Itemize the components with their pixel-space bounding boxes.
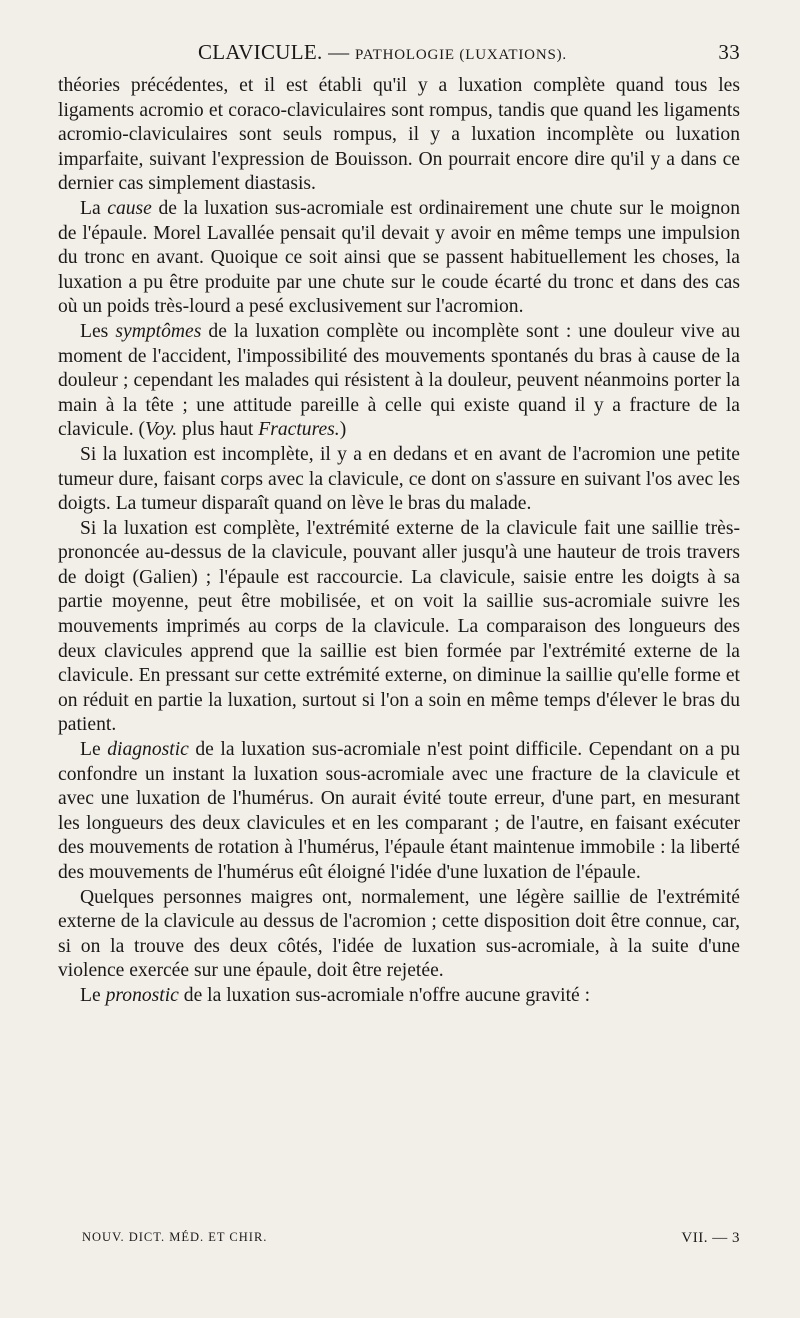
text-run: de la luxation sus-acromiale n'offre aucune gravité :: [178, 984, 591, 1006]
text-run: de la luxation complète ou incomplète sont : une douleur vive au moment de l'accident, l'impossibilité des mouvements spontanés du bras à cause de la douleur ; cependant les malades qui résistent à la douleur, peuvent néanmoins porter la main à la tête ; une attitude pareille à celle qui existe quand il y a fracture de la clavicule. (: [58, 320, 740, 441]
text-run: de la luxation sus-acromiale n'est point difficile. Cependant on a pu confondre un instant la luxation sous-acromiale avec une fracture de la clavicule et avec une luxation de l'humérus. On aurait évité toute erreur, d'une part, en mesurant les longueurs des deux clavicules et en les comparant ; de l'autre, en faisant exécuter des mouvements de rotation à l'humérus, l'épaule étant maintenue immobile : la liberté des mouvements de l'humérus eût éloigné l'idée d'une luxation de l'épaule.: [58, 739, 740, 883]
text-run: Les: [80, 320, 116, 342]
italic-term: diagnostic: [107, 739, 189, 761]
italic-term: symptômes: [115, 320, 202, 342]
italic-term: pronostic: [105, 984, 179, 1006]
paragraph: [58, 197, 740, 320]
paragraph: [58, 443, 740, 517]
text-run: ): [339, 419, 347, 441]
paragraph: [58, 738, 740, 886]
text-run: Si la luxation est complète, l'extrémité externe de la clavicule fait une saillie très-prononcée au-dessus de la clavicule, pouvant aller jusqu'à une hauteur de trois travers de doigt (Galien) ; l'épaule est raccourcie. La clavicule, saisie entre les doigts à sa partie moyenne, peut être mobilisée, et on voit la saillie sus-acromiale suivre les mouvements imprimés au corps de la clavicule. La comparaison des longueurs des deux clavicules apprend que la saillie est bien formée par l'extrémité externe de la clavicule. En pressant sur cette extrémité externe, on diminue la saillie qu'elle forme et on réduit en partie la luxation, surtout si l'on a soin en même temps d'élever le bras du patient.: [58, 517, 740, 736]
running-head: [58, 36, 740, 74]
paragraph: [58, 74, 740, 197]
text-run: Le: [80, 739, 108, 761]
text-run: Si la luxation est incomplète, il y a en dedans et en avant de l'acromion une petite tumeur dure, faisant corps avec la clavicule, ce dont on s'assure en suivant l'os avec les doigts. La tumeur disparaît quand on lève le bras du malade.: [58, 443, 740, 515]
italic-term: cause: [107, 197, 152, 219]
italic-term: Voy.: [145, 419, 178, 441]
running-title-main: CLAVICULE. —: [198, 40, 355, 64]
text-run: La: [80, 197, 108, 219]
paragraph: [58, 517, 740, 738]
body-text: [58, 74, 740, 1009]
italic-term: Fractures.: [258, 419, 340, 441]
paragraph: [58, 984, 740, 1009]
text-run: Le: [80, 984, 106, 1006]
paragraph: [58, 886, 740, 984]
text-run: théories précédentes, et il est établi qu'il y a luxation complète quand tous les ligaments acromio et coraco-claviculaires sont rompus, tandis que quand les ligaments acromio-claviculaires sont seuls rompus, il y a luxation incomplète ou luxation imparfaite, suivant l'expression de Bouisson. On pourrait encore dire qu'il y a dans ce dernier cas simplement diastasis.: [58, 75, 740, 195]
running-title-subtitle: PATHOLOGIE (LUXATIONS).: [354, 47, 567, 63]
footer-signature: NOUV. DICT. MÉD. ET CHIR.: [82, 1230, 268, 1244]
page-number: 33: [718, 40, 740, 64]
footer-volume: VII. — 3: [681, 1230, 740, 1246]
text-run: Quelques personnes maigres ont, normalement, une légère saillie de l'extrémité externe de la clavicule au dessus de l'acromion ; cette disposition doit être connue, car, si on la trouve des deux côtés, l'idée de luxation sus-acromiale, à la suite d'une violence exercée sur une épaule, doit être rejetée.: [58, 886, 740, 982]
paragraph: [58, 320, 740, 443]
text-run: plus haut: [177, 419, 259, 441]
text-run: de la luxation sus-acromiale est ordinairement une chute sur le moignon de l'épaule. Morel Lavallée pensait qu'il devait y avoir en même temps une impulsion du tronc en avant. Quoique ce soit ainsi que se passent habituellement les choses, la luxation a pu être produite par une chute sur le coude écarté du tronc et dans des cas où un poids très-lourd a pesé exclusivement sur l'acromion.: [58, 197, 740, 318]
running-title: [198, 40, 567, 65]
